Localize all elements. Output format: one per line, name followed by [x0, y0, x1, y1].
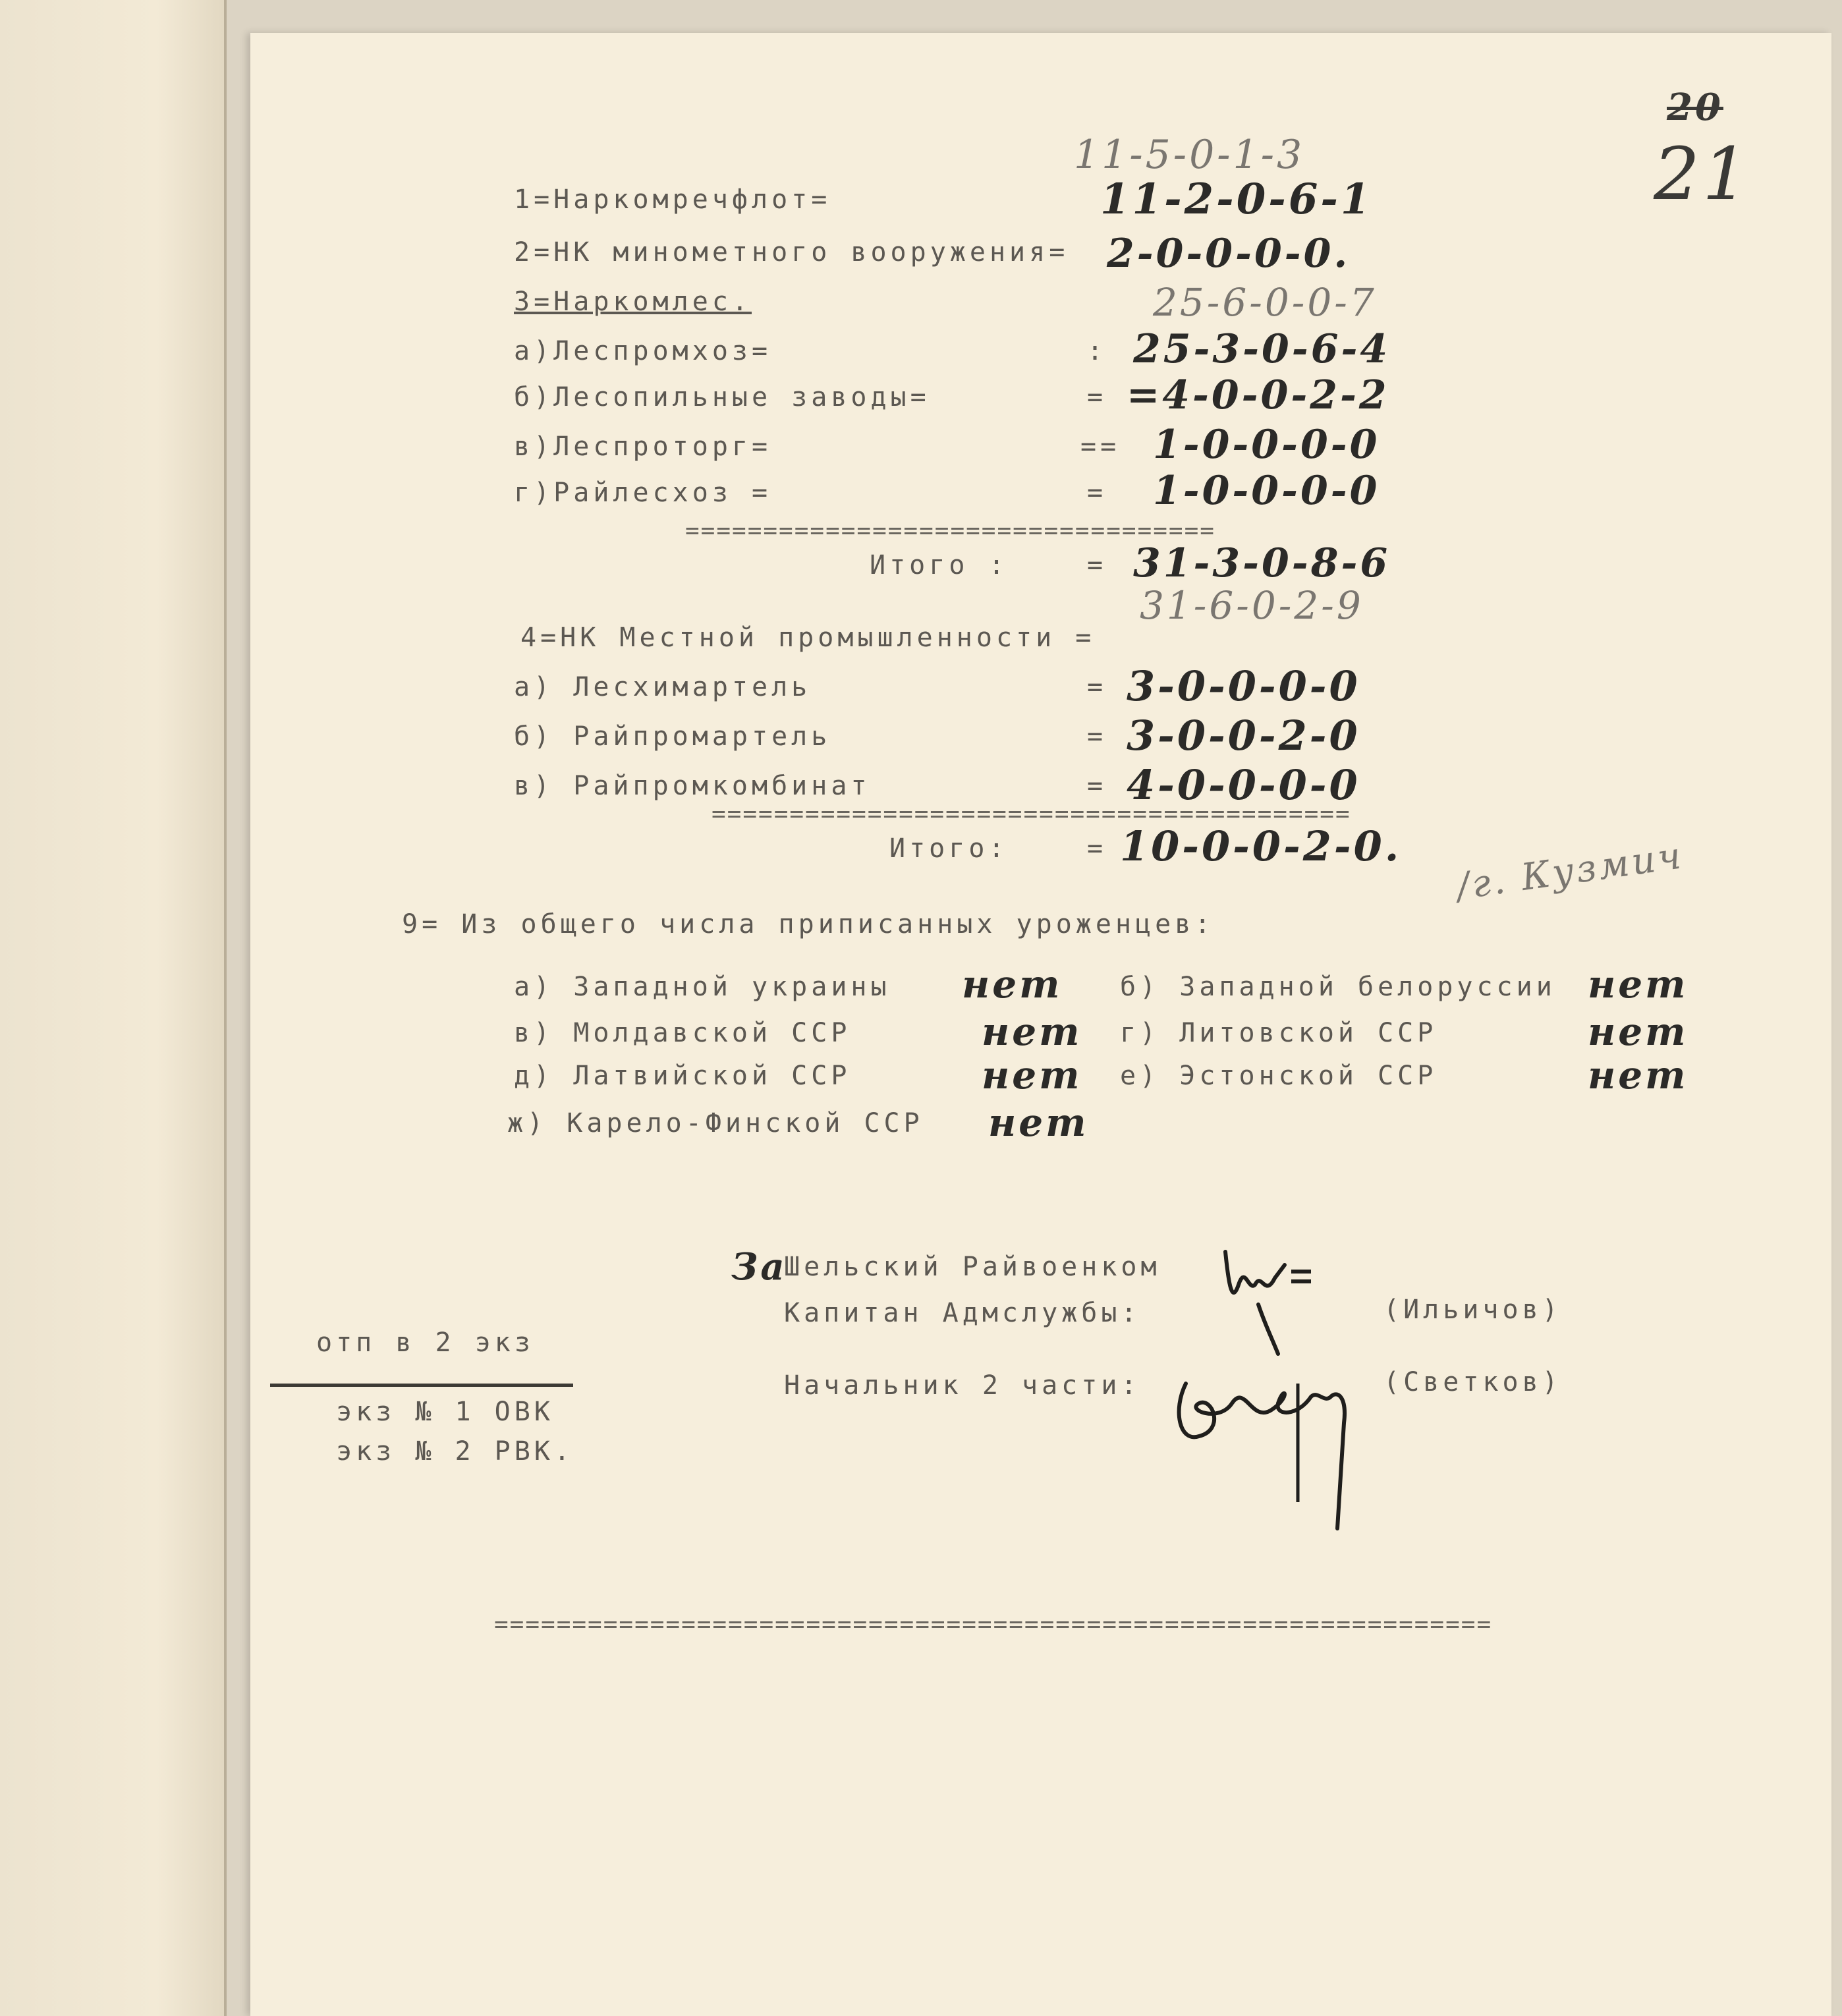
- document-sheet: [250, 33, 1831, 2016]
- signature-name1: (Ильичов): [1383, 1295, 1562, 1325]
- footer-divider: ================================================================: [494, 1611, 1493, 1638]
- copies-underline: [270, 1384, 573, 1387]
- natives-row1-right-val: нет: [1588, 962, 1688, 1007]
- item2-label: 2=НК минометного вооружения=: [514, 237, 1069, 267]
- folio-old: 20: [1667, 86, 1723, 129]
- natives-row2-left-val: нет: [982, 1009, 1082, 1054]
- item3-total-label: Итого :: [870, 550, 1009, 580]
- natives-heading: 9= Из общего числа приписанных уроженцев:: [402, 909, 1215, 939]
- signature-ilichov-mark: [1212, 1225, 1318, 1357]
- natives-row3-right-val: нет: [1588, 1053, 1688, 1098]
- item3-row-c-label: в)Леспроторг=: [514, 432, 772, 462]
- item3-row-a-label: а)Леспромхоз=: [514, 336, 772, 366]
- item4-row-b-value: 3-0-0-2-0: [1127, 712, 1360, 760]
- item4-total-note: /г. Кузмич: [1454, 834, 1687, 909]
- signature-line3: Начальник 2 части:: [784, 1370, 1141, 1401]
- item3-row-d-label: г)Райлесхоз =: [514, 478, 772, 508]
- item4-total-label: Итого:: [889, 833, 1009, 864]
- item3-row-b-eq: =: [1087, 382, 1107, 412]
- item4-row-c-eq: =: [1087, 771, 1107, 801]
- item4-row-c-label: в) Райпромкомбинат: [514, 771, 871, 801]
- item3-row-d-eq: =: [1087, 478, 1107, 508]
- natives-row2-left: в) Молдавской ССР: [514, 1018, 851, 1048]
- item3-row-d-value: 1-0-0-0-0: [1153, 468, 1380, 514]
- item4-row-b-eq: =: [1087, 721, 1107, 752]
- item4-total-eq: =: [1087, 833, 1107, 864]
- item3-total-value: 31-3-0-8-6: [1133, 540, 1391, 586]
- item3-row-a-eq: :: [1087, 336, 1107, 366]
- item3-row-b-label: б)Лесопильные заводы=: [514, 382, 930, 412]
- signature-za: За: [731, 1245, 787, 1289]
- signature-svetkov-mark: [1159, 1344, 1383, 1542]
- natives-row1-left: а) Западной украины: [514, 972, 891, 1002]
- natives-row1-right: б) Западной белоруссии: [1120, 972, 1556, 1002]
- item4-row-b-label: б) Райпромартель: [514, 721, 831, 752]
- item4-row-a-value: 3-0-0-0-0: [1127, 662, 1360, 710]
- item1-pencil: 11-5-0-1-3: [1074, 132, 1305, 178]
- item3-total-eq: =: [1087, 550, 1107, 580]
- natives-row3-left: д) Латвийской ССР: [514, 1061, 851, 1091]
- natives-row2-right-val: нет: [1588, 1009, 1688, 1054]
- item3-row-c-eq: ==: [1080, 432, 1121, 462]
- item4-row-a-label: а) Лесхимартель: [514, 672, 812, 702]
- item4-row-a-eq: =: [1087, 672, 1107, 702]
- signature-line2: Капитан Адмслужбы:: [784, 1298, 1141, 1328]
- item4-row-c-value: 4-0-0-0-0: [1127, 761, 1360, 809]
- item1-value: 11-2-0-6-1: [1100, 175, 1373, 224]
- item4-divider: =========================================: [712, 800, 1351, 827]
- natives-row3-left-val: нет: [982, 1053, 1082, 1098]
- natives-row4-left: ж) Карело-Финской ССР: [507, 1108, 924, 1138]
- item3-row-c-value: 1-0-0-0-0: [1153, 422, 1380, 468]
- item3-row-a-value: 25-3-0-6-4: [1133, 326, 1391, 372]
- natives-row2-right: г) Литовской ССР: [1120, 1018, 1437, 1048]
- item3-pencil: 25-6-0-0-7: [1153, 280, 1377, 325]
- item4-total-value: 10-0-0-2-0.: [1120, 822, 1402, 870]
- signature-name2: (Светков): [1383, 1367, 1562, 1397]
- natives-row1-left-val: нет: [962, 962, 1063, 1007]
- item3-row-b-value: =4-0-0-2-2: [1127, 372, 1389, 418]
- item1-label: 1=Наркомречфлот=: [514, 184, 831, 215]
- item3-divider: ==================================: [685, 517, 1215, 544]
- left-page-edge: [0, 0, 227, 2016]
- item2-value: 2-0-0-0-0.: [1107, 231, 1351, 277]
- copies-line1: отп в 2 экз: [316, 1328, 534, 1358]
- signature-line1: Шельский Райвоенком: [784, 1252, 1161, 1282]
- copies-line2: экз № 1 ОВК: [336, 1397, 554, 1427]
- natives-row4-left-val: нет: [988, 1100, 1089, 1145]
- item3-total-pencil: 31-6-0-2-9: [1140, 583, 1364, 628]
- item3-label: 3=Наркомлес.: [514, 287, 752, 317]
- folio-new: 21: [1654, 132, 1751, 216]
- natives-row3-right: е) Эстонской ССР: [1120, 1061, 1437, 1091]
- item4-label: 4=НК Местной промышленности =: [520, 623, 1096, 653]
- copies-line3: экз № 2 РВК.: [336, 1436, 574, 1467]
